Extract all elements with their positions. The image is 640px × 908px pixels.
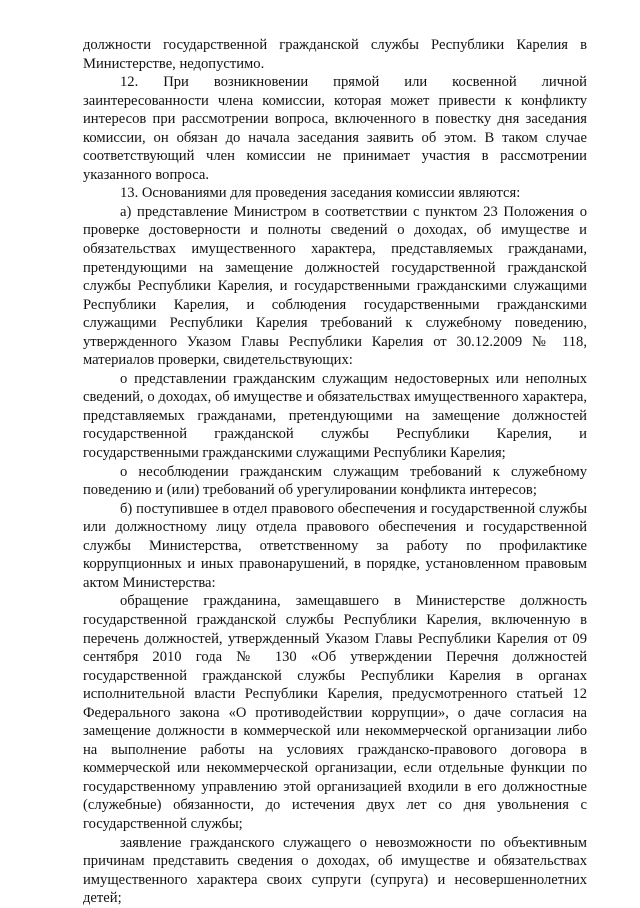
paragraph-item-13: 13. Основаниями для проведения заседания комиссии являются: <box>120 185 521 202</box>
paragraph-item-13a-false-info: о представлении гражданским служащим недостоверных или неполных сведений, о доходах, об имуществе и обязательствах имущественного характера, представляемых гражданами, претендующими на замещение должностей государственной гражданской службы Республики Карелия, и государственными гражданскими служащими Республики Карелия; <box>83 370 587 462</box>
paragraph-item-13b-employee-statement: заявление гражданского служащего о невозможности по объективным причинам представить сведения о доходах, об имуществе и обязательствах имущественного характера своих супруги (супруга) и несовершеннолетних детей; <box>83 834 587 907</box>
paragraph-continuation: должности государственной гражданской службы Республики Карелия в Министерстве, недопустимо. <box>83 37 587 72</box>
document-body <box>83 36 587 908</box>
paragraph-item-13a-noncompliance: о несоблюдении гражданским служащим требований к служебному поведению и (или) требований об урегулировании конфликта интересов; <box>83 463 587 499</box>
paragraph-item-12: 12. При возникновении прямой или косвенной личной заинтересованности члена комиссии, которая может привести к конфликту интересов при рассмотрении вопроса, включенного в повестку дня заседания комиссии, он обязан до начала заседания заявить об этом. В таком случае соответствующий член комиссии не принимает участия в рассмотрении указанного вопроса. <box>83 74 587 183</box>
paragraph-item-13a: а) представление Министром в соответствии с пунктом 23 Положения о проверке достоверности и полноты сведений о доходах, об имуществе и обязательствах имущественного характера, представляемых гражданами, претендующими на замещение должностей государственной гражданской службы Республики Карелия, и государственными гражданскими служащими Республики Карелия, и соблюдения государственными гражданскими служащими Республики Карелия требований к служебному поведению, утвержденного Указом Главы Республики Карелия от 30.12.2009 № 118, материалов проверки, свидетельствующих: <box>83 203 587 369</box>
paragraph-item-13b-citizen-appeal: обращение гражданина, замещавшего в Министерстве должность государственной гражданской службы Республики Карелия, включенную в перечень должностей, утвержденный Указом Главы Республики Карелия от 09 сентября 2010 года № 130 «Об утверждении Перечня должностей государственной гражданской службы Республики Карелия в органах исполнительной власти Республики Карелия, предусмотренного статьей 12 Федерального закона «О противодействии коррупции», о даче согласия на замещение должности в коммерческой или некоммерческой организации либо на выполнение работы на условиях гражданско-правового договора в коммерческой или некоммерческой организации, если отдельные функции по государственному управлению этой организацией входили в его должностные (служебные) обязанности, до истечения двух лет со дня увольнения с государственной службы; <box>83 593 587 832</box>
paragraph-item-13b: б) поступившее в отдел правового обеспечения и государственной службы или должностному лицу отдела правового обеспечения и государственной службы Министерства, ответственному за работу по профилактике коррупционных и иных правонарушений, в порядке, установленном правовым актом Министерства: <box>83 500 587 591</box>
